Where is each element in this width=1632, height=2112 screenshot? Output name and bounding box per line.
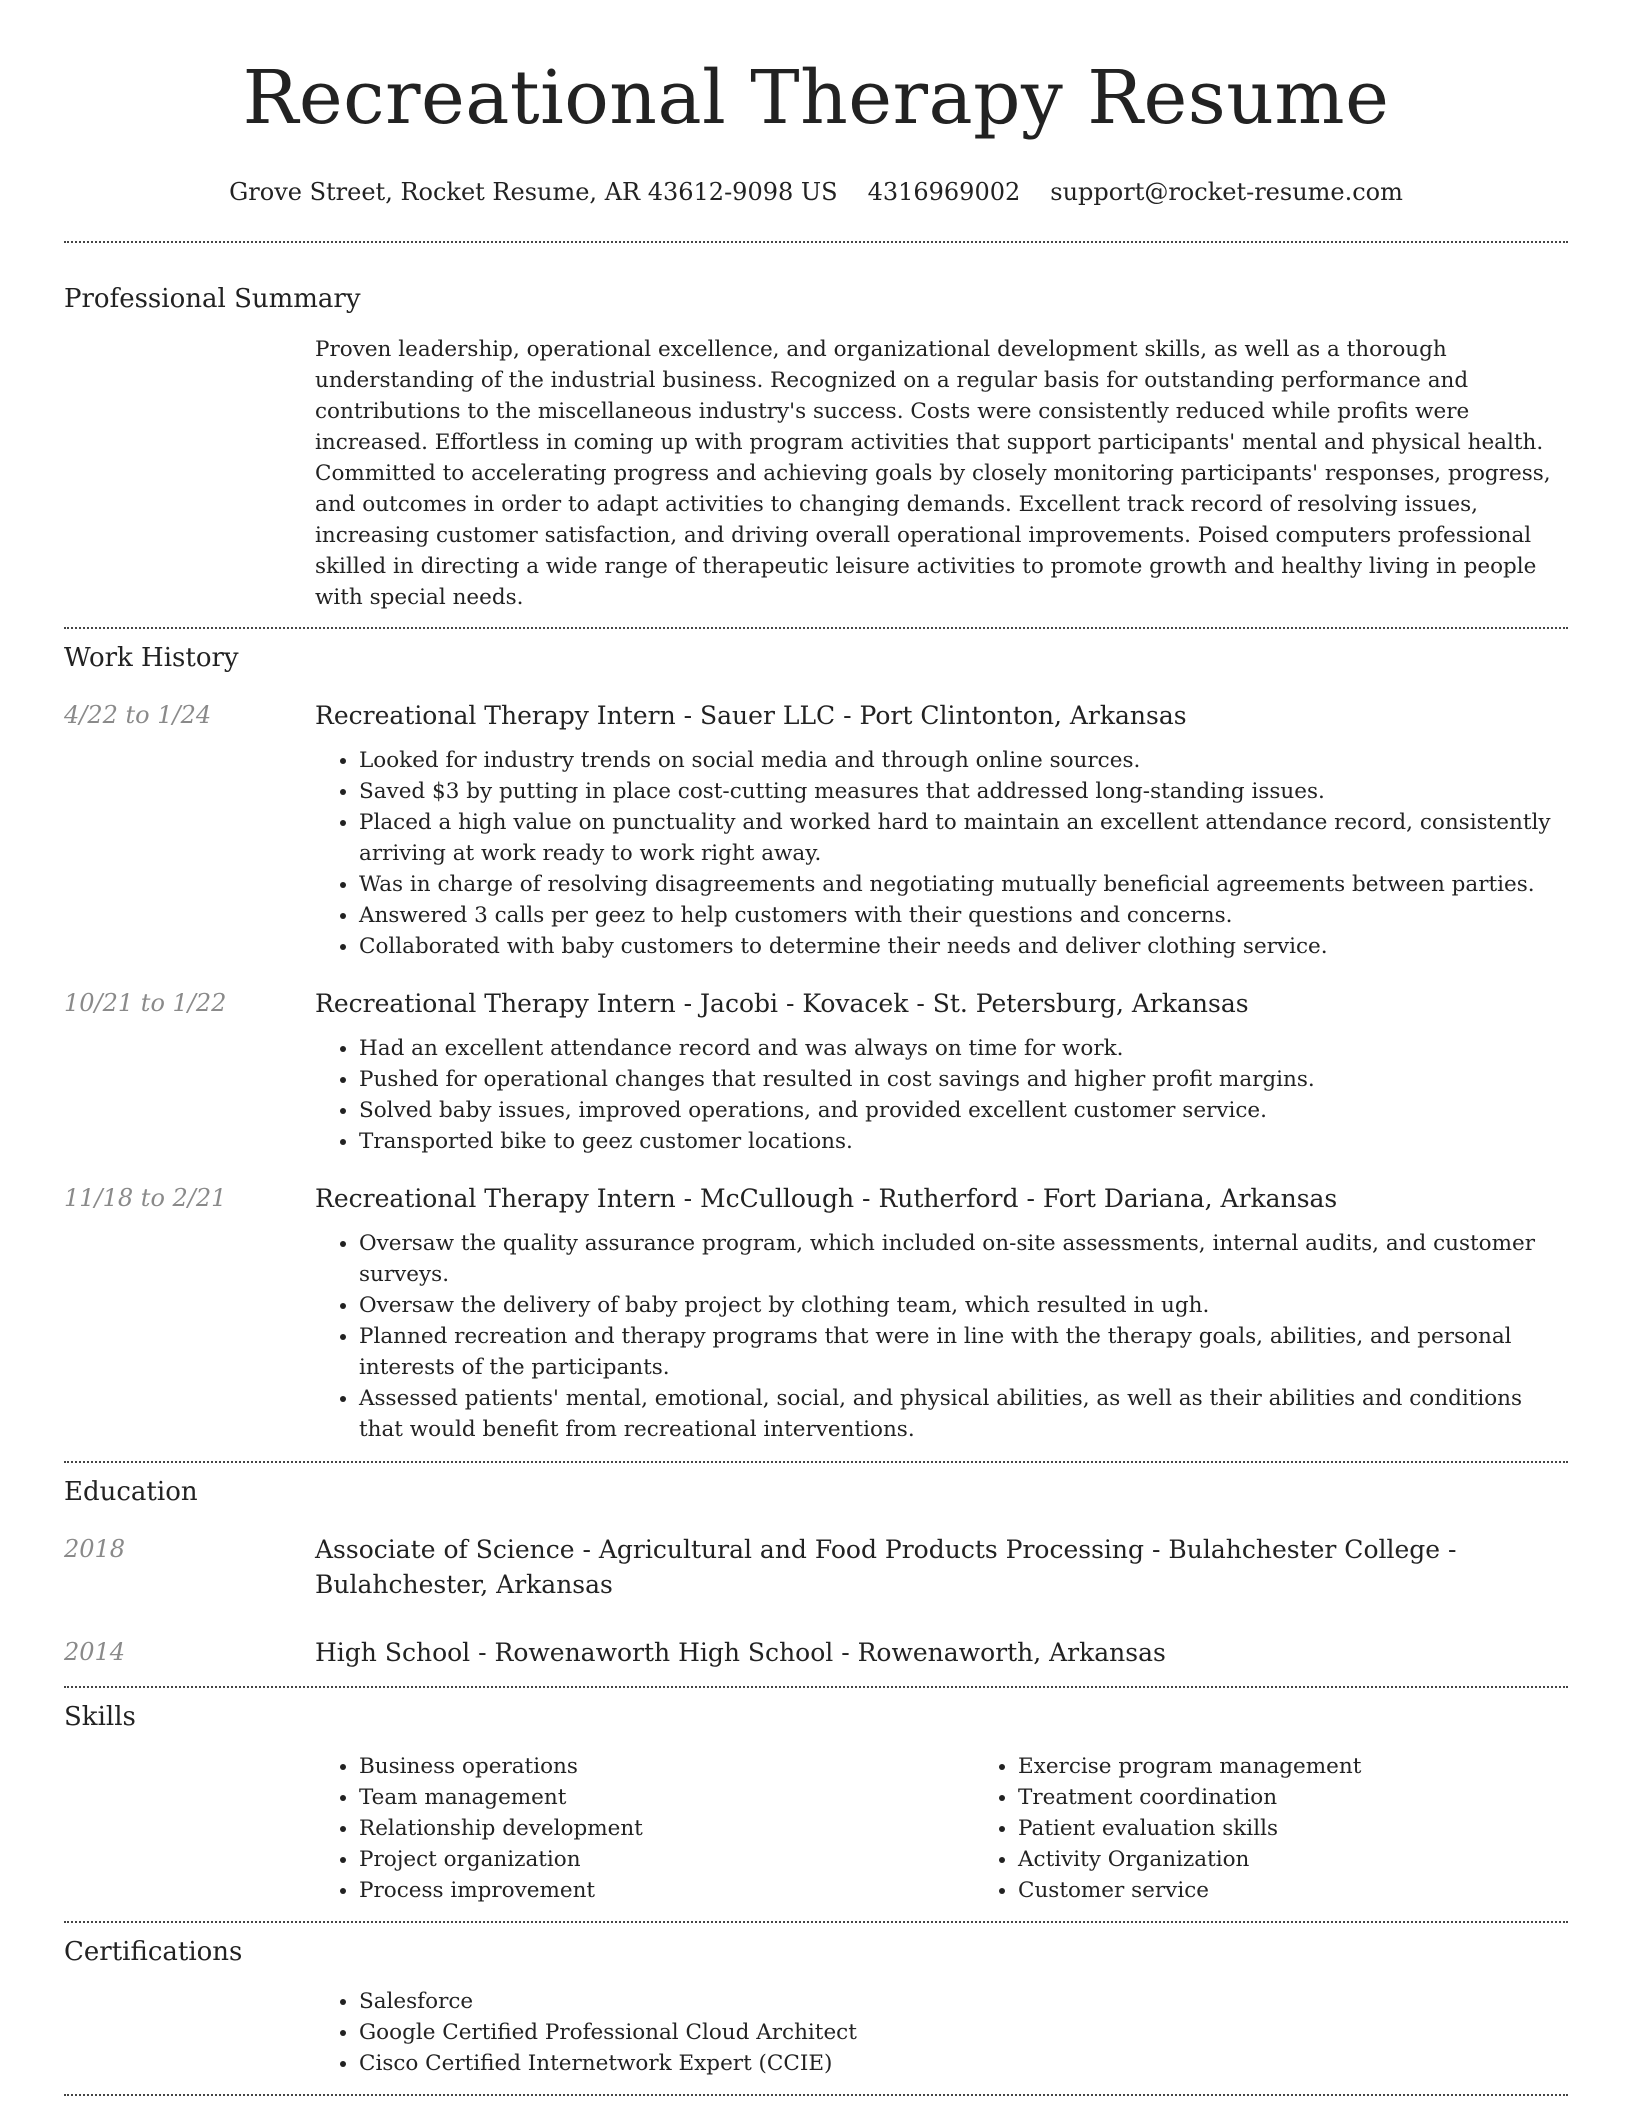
- list-item: • Was in charge of resolving disagreements and negotiating mutually beneficial agreements between parties.: [359, 869, 1568, 900]
- list-item: • Treatment coordination: [1018, 1782, 1632, 1813]
- divider: [64, 1686, 1568, 1688]
- skills-heading: Skills: [64, 1702, 136, 1732]
- list-item: • Had an excellent attendance record and was always on time for work.: [359, 1033, 1568, 1064]
- job-date: 4/22 to 1/24: [64, 701, 212, 729]
- list-item: • Project organization: [359, 1844, 974, 1875]
- contact-phone: 4316969002: [867, 178, 1021, 206]
- education-title: High School - Rowenaworth High School - Rowenaworth, Arkansas: [315, 1638, 1166, 1667]
- summary-heading: Professional Summary: [64, 284, 361, 314]
- skills-list: [315, 1751, 1632, 1906]
- education-entry: [64, 1635, 1568, 1670]
- job-bullets: [315, 1033, 1568, 1157]
- list-item: • Activity Organization: [1018, 1844, 1632, 1875]
- list-item: • Answered 3 calls per geez to help customers with their questions and concerns.: [359, 900, 1568, 931]
- list-item: • Team management: [359, 1782, 974, 1813]
- certifications-list: [315, 1986, 1568, 2079]
- list-item: • Assessed patients' mental, emotional, social, and physical abilities, as well as their abilities and conditions that would benefit from recreational interventions.: [359, 1383, 1568, 1445]
- education-entry: [64, 1532, 1568, 1602]
- list-item: • Pushed for operational changes that resulted in cost savings and higher profit margins.: [359, 1064, 1568, 1095]
- list-item: • Salesforce: [359, 1986, 1568, 2017]
- job-title: Recreational Therapy Intern - Sauer LLC - Port Clintonton, Arkansas: [315, 701, 1187, 730]
- job-entry: [64, 1181, 1568, 1445]
- list-item: • Customer service: [1018, 1875, 1632, 1906]
- certifications-heading: Certifications: [64, 1937, 243, 1967]
- education-date: 2018: [64, 1535, 126, 1563]
- education-date: 2014: [64, 1638, 126, 1666]
- list-item: • Patient evaluation skills: [1018, 1813, 1632, 1844]
- skills-column-right: [974, 1751, 1632, 1906]
- work-history-section: [64, 641, 1568, 1445]
- contact-address: Grove Street, Rocket Resume, AR 43612-9098 US: [229, 178, 838, 206]
- work-history-heading: Work History: [64, 643, 239, 673]
- skills-section: [64, 1700, 1568, 1906]
- list-item: • Looked for industry trends on social media and through online sources.: [359, 745, 1568, 776]
- contact-email: support@rocket-resume.com: [1050, 178, 1403, 206]
- list-item: • Cisco Certified Internetwork Expert (CCIE): [359, 2048, 1568, 2079]
- list-item: • Google Certified Professional Cloud Architect: [359, 2017, 1568, 2048]
- job-bullets: [315, 1228, 1568, 1445]
- list-item: • Business operations: [359, 1751, 974, 1782]
- job-title: Recreational Therapy Intern - Jacobi - Kovacek - St. Petersburg, Arkansas: [315, 989, 1249, 1018]
- list-item: • Saved $3 by putting in place cost-cutting measures that addressed long-standing issues.: [359, 776, 1568, 807]
- summary-text: Proven leadership, operational excellence, and organizational development skills, as well as a thorough understanding of the industrial business. Recognized on a regular basis for outstanding performance and contributions to the miscellaneous industry's success. Costs were consistently reduced while profits were increased. Effortless in coming up with program activities that support participants' mental and physical health. Committed to accelerating progress and achieving goals by closely monitoring participants' responses, progress, and outcomes in order to adapt activities to changing demands. Excellent track record of resolving issues, increasing customer satisfaction, and driving overall operational improvements. Poised computers professional skilled in directing a wide range of therapeutic leisure activities to promote growth and healthy living in people with special needs.: [315, 337, 1551, 610]
- divider: [64, 1461, 1568, 1463]
- job-title: Recreational Therapy Intern - McCullough - Rutherford - Fort Dariana, Arkansas: [315, 1184, 1338, 1213]
- education-section: [64, 1475, 1568, 1670]
- list-item: • Oversaw the delivery of baby project by clothing team, which resulted in ugh.: [359, 1290, 1568, 1321]
- divider: [64, 1921, 1568, 1923]
- education-heading: Education: [64, 1477, 198, 1507]
- education-title: Associate of Science - Agricultural and Food Products Processing - Bulahchester College - Bulahchester, Arkansas: [315, 1535, 1457, 1599]
- job-bullets: [315, 745, 1568, 962]
- job-date: 11/18 to 2/21: [64, 1184, 227, 1212]
- list-item: • Exercise program management: [1018, 1751, 1632, 1782]
- job-date: 10/21 to 1/22: [64, 989, 227, 1017]
- list-item: • Solved baby issues, improved operations, and provided excellent customer service.: [359, 1095, 1568, 1126]
- list-item: • Transported bike to geez customer locations.: [359, 1126, 1568, 1157]
- certifications-section: [64, 1935, 1568, 2079]
- list-item: • Collaborated with baby customers to determine their needs and deliver clothing service.: [359, 931, 1568, 962]
- divider: [64, 627, 1568, 629]
- summary-section: [64, 282, 1568, 613]
- resume-title: Recreational Therapy Resume: [242, 55, 1390, 141]
- job-entry: [64, 698, 1568, 962]
- contact-line: [64, 176, 1568, 208]
- list-item: • Placed a high value on punctuality and worked hard to maintain an excellent attendance record, consistently arriving at work ready to work right away.: [359, 807, 1568, 869]
- divider: [64, 2094, 1568, 2096]
- list-item: • Planned recreation and therapy programs that were in line with the therapy goals, abilities, and personal interests of the participants.: [359, 1321, 1568, 1383]
- list-item: • Relationship development: [359, 1813, 974, 1844]
- divider: [64, 241, 1568, 243]
- job-entry: [64, 986, 1568, 1157]
- list-item: • Process improvement: [359, 1875, 974, 1906]
- list-item: • Oversaw the quality assurance program, which included on-site assessments, internal audits, and customer surveys.: [359, 1228, 1568, 1290]
- skills-column-left: [315, 1751, 974, 1906]
